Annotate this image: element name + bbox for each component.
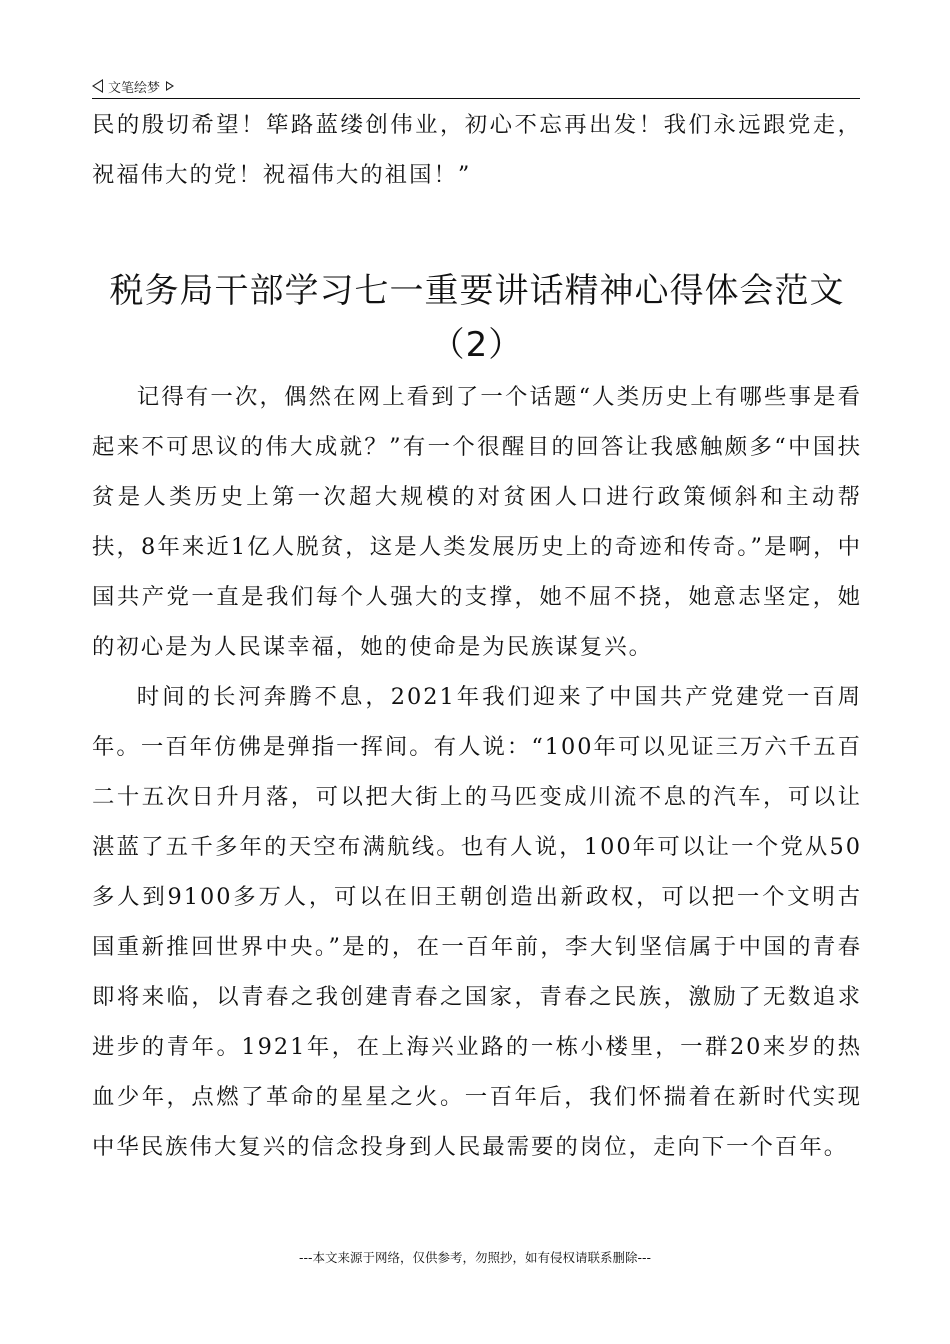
triangle-right-icon: [166, 81, 174, 91]
title-line-1: 税务局干部学习七一重要讲话精神心得体会范文: [109, 271, 845, 311]
body-paragraph: 记得有一次，偶然在网上看到了一个话题“人类历史上有哪些事是看起来不可思议的伟大成就？”有一个很醒目的回答让我感触颇多“中国扶贫是人类历史上第一次超大规模的对贫困人口进行政策倾斜和主动帮扶，8年来近1亿人脱贫，这是人类发展历史上的奇迹和传奇。”是啊，中国共产党一直是我们每个人强大的支撑，她不屈不挠，她意志坚定，她的初心是为人民谋幸福，她的使命是为民族谋复兴。: [92, 384, 862, 660]
article-body: [92, 372, 862, 1172]
article-title: [92, 264, 862, 372]
header-label: 文笔绘梦: [108, 80, 161, 96]
body-paragraph: 时间的长河奔腾不息，2021年我们迎来了中国共产党建党一百周年。一百年仿佛是弹指一挥间。有人说：“100年可以见证三万六千五百二十五次日升月落，可以把大街上的马匹变成川流不息的汽车，可以让湛蓝了五千多年的天空布满航线。也有人说，100年可以让一个党从50多人到9100多万人，可以在旧王朝创造出新政权，可以把一个文明古国重新推回世界中央。”是的，在一百年前，李大钊坚信属于中国的青春即将来临，以青春之我创建青春之国家，青春之民族，激励了无数追求进步的青年。1921年，在上海兴业路的一栋小楼里，一群20来岁的热血少年，点燃了革命的星星之火。一百年后，我们怀揣着在新时代实现中华民族伟大复兴的信念投身到人民最需要的岗位，走向下一个百年。: [92, 684, 862, 1160]
lead-continuation: [92, 100, 862, 200]
page-footer-note: ---本文来源于网络，仅供参考，勿照抄，如有侵权请联系删除---: [298, 1250, 652, 1265]
header-divider: [92, 98, 860, 99]
page-header: [92, 74, 860, 98]
triangle-left-icon: [92, 79, 103, 93]
lead-paragraph: 民的殷切希望！筚路蓝缕创伟业，初心不忘再出发！我们永远跟党走，祝福伟大的党！祝福伟大的祖国！”: [92, 112, 862, 188]
title-line-2: （2）: [430, 325, 524, 365]
